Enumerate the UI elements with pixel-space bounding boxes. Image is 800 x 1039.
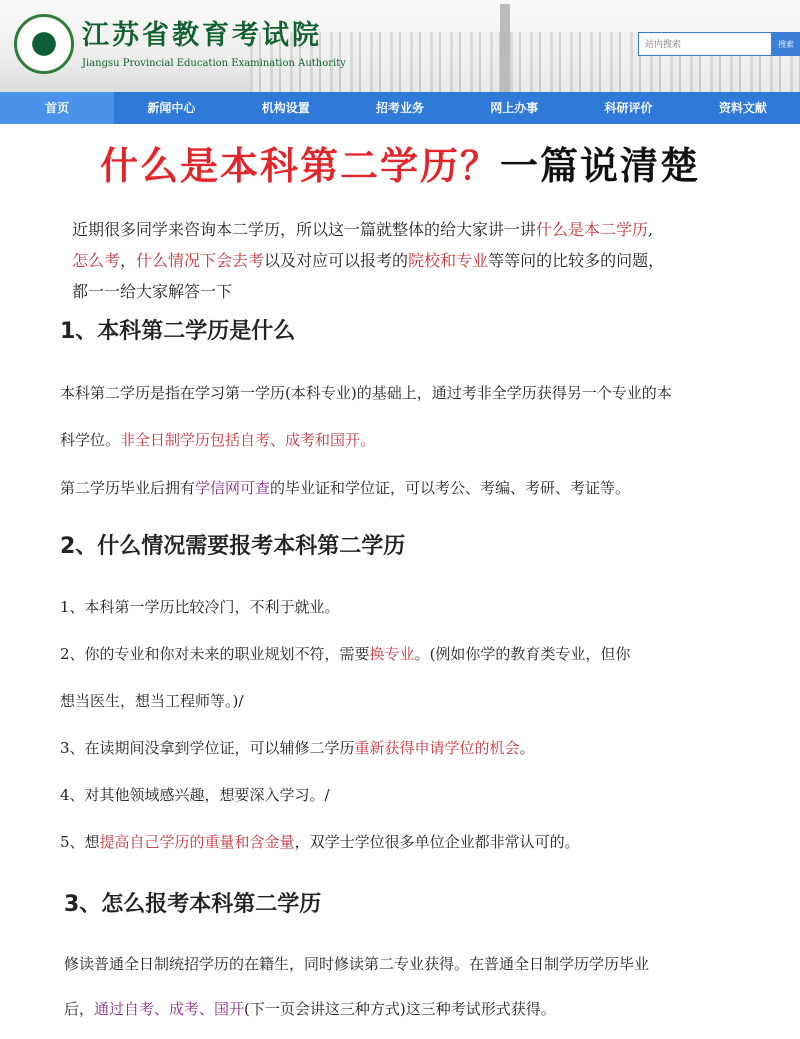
intro-text: , <box>648 220 654 239</box>
intro-text: ， <box>120 251 137 270</box>
nav-online-services[interactable]: 网上办事 <box>490 101 539 115</box>
text: 。 <box>519 739 535 757</box>
intro-text: 都一一给大家解答一下 <box>72 282 233 301</box>
nav-admissions[interactable]: 招考业务 <box>375 101 424 115</box>
site-logo-icon[interactable] <box>14 14 74 74</box>
intro-line <box>72 276 780 307</box>
section-3 <box>0 890 800 1019</box>
intro-line <box>72 214 780 245</box>
list-item-cont: 想当医生，想当工程师等。)/ <box>60 692 244 710</box>
s1-paragraph <box>60 430 800 450</box>
text: 5、想 <box>60 833 100 851</box>
text: 2、你的专业和你对未来的职业规划不符，需要 <box>60 645 370 663</box>
nav-news[interactable]: 新闻中心 <box>147 101 196 115</box>
text: 第二学历毕业后拥有 <box>60 479 196 497</box>
site-header <box>0 0 800 92</box>
text: 的毕业证和学位证，可以考公、考编、考研、考证等。 <box>270 479 631 497</box>
text: (下一页会讲这三种方式)这三种考试形式获得。 <box>244 1000 556 1018</box>
list-item <box>60 832 800 852</box>
highlight: 换专业 <box>369 645 415 663</box>
skyline-tower <box>500 4 510 92</box>
nav-research[interactable]: 科研评价 <box>604 101 653 115</box>
site-name[interactable]: 江苏省教育考试院 <box>82 20 322 51</box>
search-input[interactable] <box>639 33 771 55</box>
nav-home[interactable]: 首页 <box>0 92 114 124</box>
highlight: 通过自考、成考、国开 <box>94 1000 245 1018</box>
intro-line <box>72 245 780 276</box>
intro-highlight: 什么是本二学历 <box>536 220 649 239</box>
title-black: 一篇说清楚 <box>500 144 701 188</box>
text: 3、在读期间没拿到学位证，可以辅修二学历 <box>60 739 355 757</box>
section-1-heading: 1、本科第二学历是什么 <box>60 319 296 344</box>
text: 科学位。 <box>60 431 121 449</box>
section-3-heading: 3、怎么报考本科第二学历 <box>64 892 322 917</box>
s1-paragraph <box>60 478 800 498</box>
s3-paragraph <box>64 999 800 1019</box>
search-button[interactable]: 搜索 <box>771 33 800 55</box>
highlight: 重新获得申请学位的机会 <box>354 739 520 757</box>
search-box <box>638 32 800 56</box>
nav-organization[interactable]: 机构设置 <box>261 101 310 115</box>
s1-paragraph: 本科第二学历是指在学习第一学历(本科专业)的基础上，通过考非全学历获得另一个专业的本 <box>60 384 672 402</box>
s3-paragraph: 修读普通全日制统招学历的在籍生，同时修读第二专业获得。在普通全日制学历学历毕业 <box>64 955 650 973</box>
highlight: 提高自己学历的重量和含金量 <box>99 833 295 851</box>
intro-paragraph <box>72 214 780 307</box>
list-item: 4、对其他领域感兴趣，想要深入学习。/ <box>60 786 330 804</box>
intro-text: 等等问的比较多的问题， <box>488 251 665 270</box>
list-item <box>60 738 800 758</box>
intro-text: 近期很多同学来咨询本二学历，所以这一篇就整体的给大家讲一讲 <box>72 220 537 239</box>
text: 后， <box>64 1000 95 1018</box>
intro-highlight: 什么情况下会去考 <box>136 251 265 270</box>
section-1 <box>0 317 800 498</box>
section-2-heading: 2、什么情况需要报考本科第二学历 <box>60 534 406 559</box>
list-item <box>60 644 800 664</box>
section-2 <box>0 532 800 852</box>
intro-highlight: 怎么考 <box>72 251 121 270</box>
article-title <box>0 142 800 190</box>
intro-text: 以及对应可以报考的 <box>264 251 409 270</box>
highlight: 非全日制学历包括自考、成考和国开。 <box>120 431 376 449</box>
list-item: 1、本科第一学历比较冷门，不利于就业。 <box>60 598 340 616</box>
site-name-en: Jiangsu Provincial Education Examination Authority <box>82 58 346 69</box>
intro-highlight: 院校和专业 <box>408 251 489 270</box>
highlight: 学信网可查 <box>195 479 271 497</box>
text: ，双学士学位很多单位企业都非常认可的。 <box>294 833 580 851</box>
title-red: 什么是本科第二学历？ <box>99 144 500 188</box>
nav-documents[interactable]: 资料文献 <box>718 101 767 115</box>
text: 。(例如你学的教育类专业，但你 <box>414 645 631 663</box>
main-nav <box>0 92 800 124</box>
